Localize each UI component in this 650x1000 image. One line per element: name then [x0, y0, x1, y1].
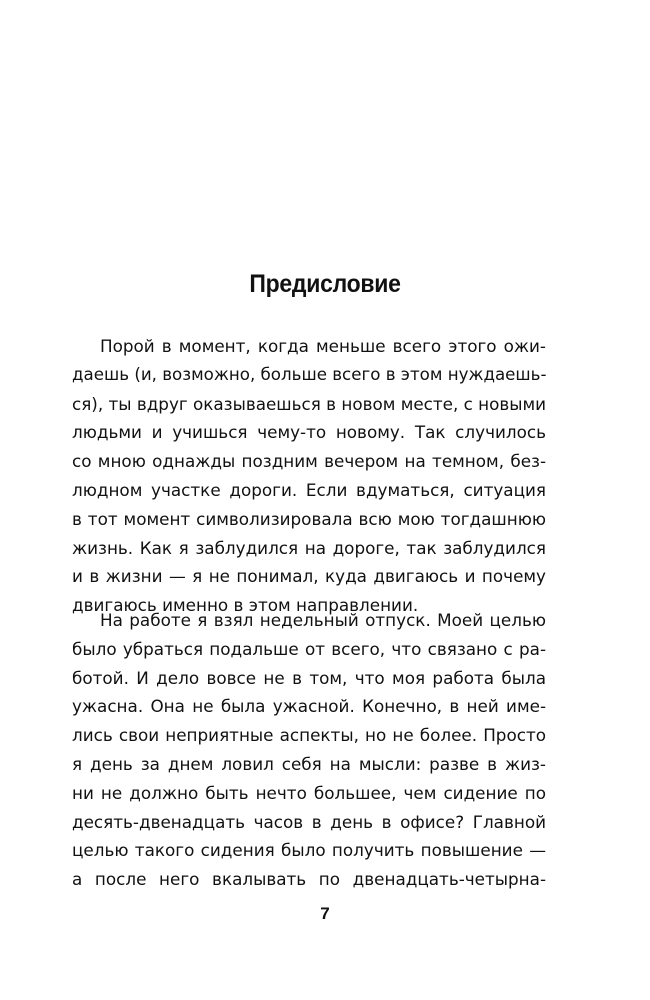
paragraph-2 [72, 606, 546, 894]
text-line: двигаюсь именно в этом направлении. [72, 595, 419, 616]
text-line: в тот момент символизировала всю мою тогдашнюю [72, 508, 546, 529]
chapter-title: Предисловие [249, 270, 401, 298]
text-line: Порой в момент, когда меньше всего этого ожи- [100, 336, 546, 356]
text-line: было убраться подальше от всего, что связано с ра- [72, 638, 546, 659]
text-line: даешь (и, возможно, больше всего в этом нуждаешь- [72, 364, 547, 384]
text-line: ужасна. Она не была ужасной. Конечно, в ней име- [72, 696, 546, 717]
text-line: а после него вкалывать по двенадцать-четырна- [72, 869, 546, 890]
text-line: ни не должно быть нечто большее, чем сидение по [72, 782, 546, 803]
text-line: жизнь. Как я заблудился на дороге, так заблудился [72, 537, 546, 558]
text-line: ботой. И дело вовсе не в том, что моя работа была [72, 667, 546, 688]
page-number: 7 [320, 904, 330, 923]
text-line: На работе я взял недельный отпуск. Моей целью [100, 610, 546, 630]
paragraph-1 [72, 332, 546, 620]
text-line: людьми и учишься чему-то новому. Так случилось [72, 422, 546, 443]
text-line: со мною однажды поздним вечером на темном, без- [72, 451, 546, 472]
text-line: людном участке дороги. Если вдуматься, ситуация [72, 479, 546, 500]
text-line: целью такого сидения было получить повышение — [72, 840, 546, 861]
text-line: я день за днем ловил себя на мысли: разве в жиз- [72, 753, 546, 774]
text-line: и в жизни — я не понимал, куда двигаюсь и почему [72, 566, 546, 587]
text-line: десять-двенадцать часов в день в офисе? Главной [72, 811, 546, 832]
text-line: лись свои неприятные аспекты, но не более. Просто [72, 725, 546, 746]
text-line: ся), ты вдруг оказываешься в новом месте, с новыми [72, 393, 547, 414]
